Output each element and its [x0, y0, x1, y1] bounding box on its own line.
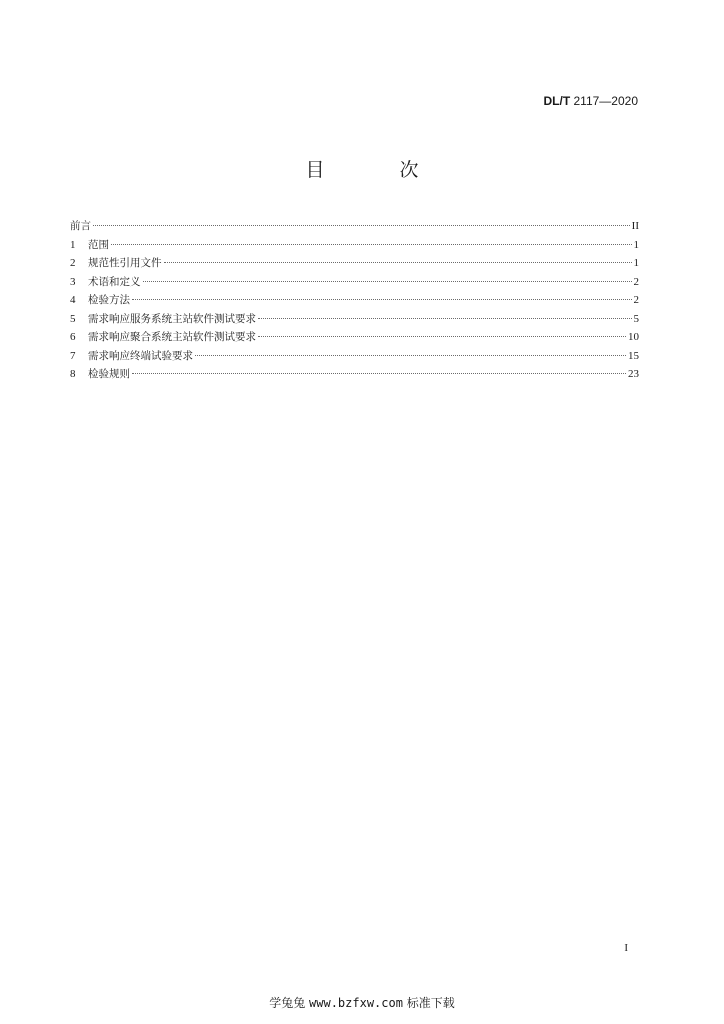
toc-entry-page: 15 — [628, 349, 639, 362]
toc-entry-label: 规范性引用文件 — [88, 257, 162, 269]
toc-title: 目 次 — [305, 159, 447, 181]
toc-entry-8[interactable] — [70, 365, 639, 384]
toc-leader-dots — [164, 262, 632, 263]
toc-entry-page: 1 — [633, 257, 639, 269]
toc-entry-number: 4 — [70, 294, 76, 306]
toc-entry-label: 术语和定义 — [88, 275, 141, 288]
toc-entry-3[interactable] — [70, 273, 639, 292]
toc-leader-dots — [111, 244, 632, 245]
toc-entry-7[interactable] — [70, 347, 639, 366]
toc-entry-page: 23 — [628, 368, 639, 380]
toc-entry-label: 需求响应终端试验要求 — [88, 349, 193, 362]
toc-leader-dots — [258, 318, 632, 319]
toc-entry-1[interactable] — [70, 236, 639, 255]
toc-entry-label: 检验规则 — [88, 368, 130, 380]
toc-entry-label: 需求响应聚合系统主站软件测试要求 — [88, 331, 256, 343]
toc-entry-foreword[interactable] — [70, 217, 639, 236]
toc-entry-page: 2 — [633, 275, 639, 288]
toc-entry-number: 8 — [70, 368, 76, 380]
toc-entry-5[interactable] — [70, 310, 639, 329]
toc-entry-4[interactable] — [70, 291, 639, 310]
toc-leader-dots — [93, 225, 630, 226]
toc-leader-dots — [258, 336, 626, 337]
toc-entry-page: 2 — [633, 294, 639, 306]
toc-entry-2[interactable] — [70, 254, 639, 273]
footer-watermark — [0, 994, 724, 1011]
toc-entry-page: 1 — [633, 238, 639, 251]
toc-entry-number: 6 — [70, 331, 76, 343]
toc-entry-page: 10 — [628, 331, 639, 343]
toc-entry-page: II — [631, 220, 639, 232]
footer-site-name: 学兔兔 — [269, 996, 306, 1010]
toc-entry-label: 范围 — [88, 238, 109, 251]
toc-entry-label: 检验方法 — [88, 294, 130, 306]
toc-entry-6[interactable] — [70, 328, 639, 347]
toc-entry-page: 5 — [633, 312, 639, 325]
toc-entry-number: 5 — [70, 312, 76, 325]
table-of-contents — [70, 217, 639, 384]
toc-entry-number: 3 — [70, 275, 76, 288]
toc-leader-dots — [195, 355, 626, 356]
toc-entry-number: 7 — [70, 349, 76, 362]
toc-entry-number: 1 — [70, 238, 76, 251]
footer-url-link[interactable]: www.bzfxw.com — [309, 996, 403, 1010]
toc-entry-label: 需求响应服务系统主站软件测试要求 — [88, 312, 256, 325]
toc-leader-dots — [143, 281, 632, 282]
standard-code — [543, 94, 638, 108]
toc-entry-number: 2 — [70, 257, 76, 269]
page-number: I — [624, 942, 628, 954]
toc-leader-dots — [132, 299, 632, 300]
toc-entry-label: 前言 — [70, 220, 91, 232]
standard-number: 2117—2020 — [573, 94, 638, 108]
standard-prefix: DL/T — [543, 94, 571, 108]
footer-tagline: 标准下载 — [406, 996, 455, 1010]
toc-leader-dots — [132, 373, 626, 374]
